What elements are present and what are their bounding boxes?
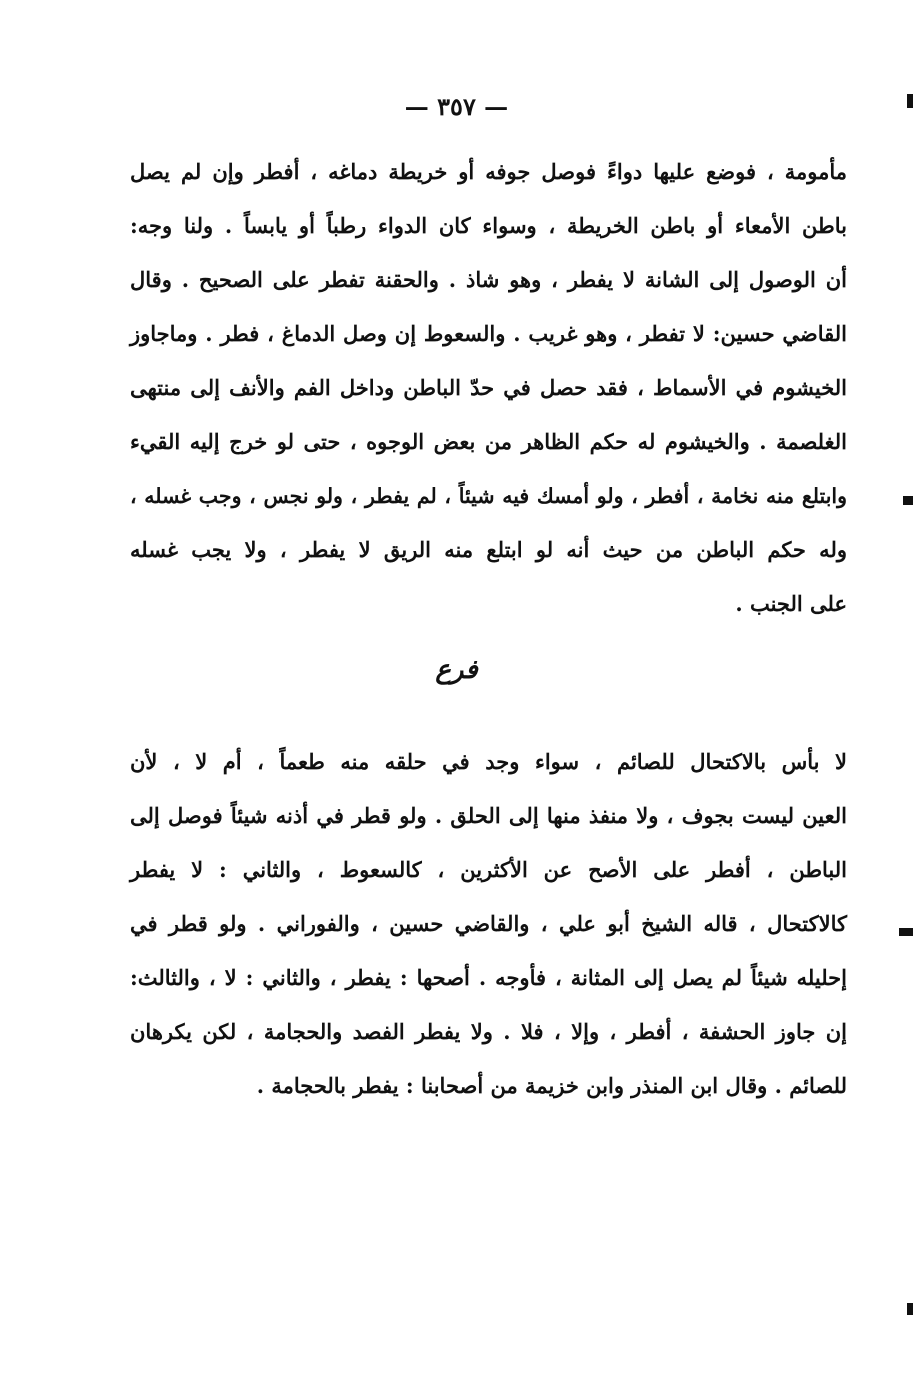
paragraph-2 bbox=[130, 742, 847, 1120]
text-line: أن الوصول إلى الشانة لا يفطر ، وهو شاذ . والحقنة تفطر على الصحيح . وقال bbox=[130, 267, 847, 292]
scan-edge-mark bbox=[907, 94, 913, 108]
text-line: الغلصمة . والخيشوم له حكم الظاهر من بعض الوجوه ، حتى لو خرج إليه القيء bbox=[130, 429, 847, 454]
text-line: باطن الأمعاء أو باطن الخريطة ، وسواء كان الدواء رطباً أو يابساً . ولنا وجه: bbox=[130, 213, 847, 238]
scan-edge-mark bbox=[899, 928, 913, 936]
paragraph-1 bbox=[130, 152, 847, 638]
text-line: لا بأس بالاكتحال للصائم ، سواء وجد في حلقه منه طعماً ، أم لا ، لأن bbox=[130, 749, 847, 774]
text-line: وابتلع منه نخامة ، أفطر ، ولو أمسك فيه شيئاً ، لم يفطر ، ولو نجس ، وجب غسله ، bbox=[130, 484, 847, 508]
scan-edge-mark bbox=[907, 1303, 913, 1315]
page-number: — ٣٥٧ — bbox=[404, 92, 509, 121]
text-line: للصائم . وقال ابن المنذر وابن خزيمة من أصحابنا : يفطر بالحجامة . bbox=[256, 1073, 847, 1098]
text-line: الباطن ، أفطر على الأصح عن الأكثرين ، كالسعوط ، والثاني : لا يفطر bbox=[130, 857, 847, 882]
text-line: إن جاوز الحشفة ، أفطر ، وإلا ، فلا . ولا يفطر الفصد والحجامة ، لكن يكرهان bbox=[130, 1019, 847, 1044]
section-heading: فرع bbox=[435, 655, 478, 685]
text-line: كالاكتحال ، قاله الشيخ أبو علي ، والقاضي حسين ، والفوراني . ولو قطر في bbox=[130, 911, 847, 936]
text-line: القاضي حسين: لا تفطر ، وهو غريب . والسعوط إن وصل الدماغ ، فطر . وماجاوز bbox=[130, 321, 847, 346]
text-line: على الجنب . bbox=[735, 591, 847, 616]
text-line: وله حكم الباطن من حيث أنه لو ابتلع منه الريق لا يفطر ، ولا يجب غسله bbox=[130, 537, 847, 562]
text-line: الخيشوم في الأسماط ، فقد حصل في حدّ الباطن وداخل الفم والأنف إلى منتهى bbox=[130, 375, 847, 400]
text-line: العين ليست بجوف ، ولا منفذ منها إلى الحلق . ولو قطر في أذنه شيئاً فوصل إلى bbox=[130, 803, 847, 828]
scan-edge-mark bbox=[903, 496, 913, 505]
text-line: إحليله شيئاً لم يصل إلى المثانة ، فأوجه . أصحها : يفطر ، والثاني : لا ، والثالث: bbox=[130, 965, 847, 990]
text-line: مأمومة ، فوضع عليها دواءً فوصل جوفه أو خريطة دماغه ، أفطر وإن لم يصل bbox=[130, 159, 848, 184]
